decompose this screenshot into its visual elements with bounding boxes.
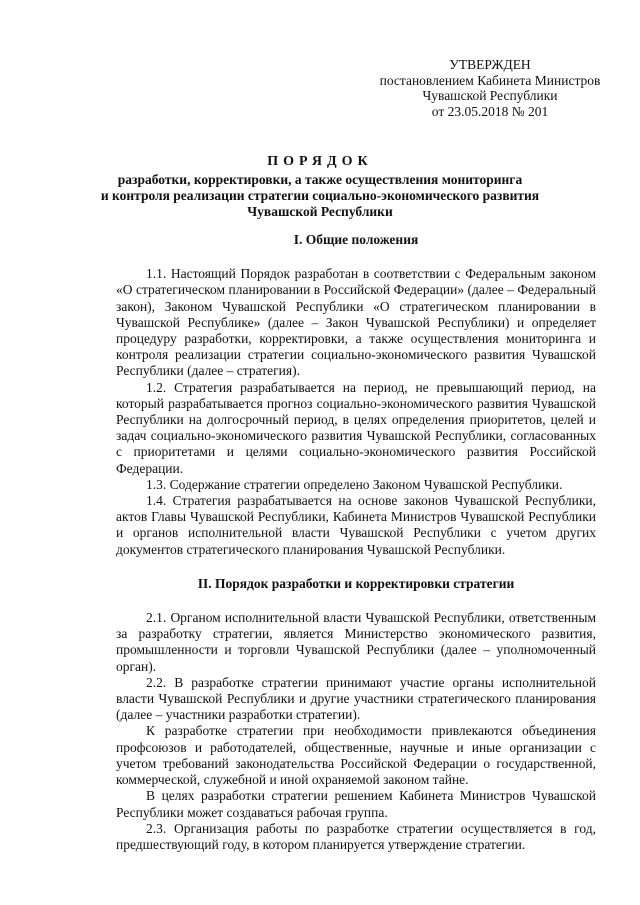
approval-line-3: от 23.05.2018 № 201 [431, 103, 549, 119]
paragraph-2-1: 2.1. Органом исполнительной власти Чувашской Республики, ответственным за разработку стратегии, является Министерство экономического развития, промышленности и торговли Чувашской Республики (далее – уполномоченный орган). [116, 610, 596, 674]
paragraph-1-1: 1.1. Настоящий Порядок разработан в соответствии с Федеральным законом «О стратегическом планировании в Российской Федерации» (далее – Федеральный закон), Законом Чувашской Республики «О стратегическом планировании в Чувашской Республике» (далее – Закон Чувашской Республики) и определяет процедуру разработки, корректировки, а также осуществления мониторинга и контроля реализации стратегии социально-экономического развития Чувашской Республики (далее – стратегия). [116, 266, 596, 379]
approval-stamp [370, 57, 610, 119]
approval-line-1: постановлением Кабинета Министров [379, 72, 601, 88]
approval-heading: УТВЕРЖДЕН [449, 57, 531, 72]
paragraph-1-2: 1.2. Стратегия разрабатывается на период, не превышающий период, на который разрабатывается прогноз социально-экономического развития Чувашской Республики на долгосрочный период, в целях определения приоритетов, целей и задач социально-экономического развития Чувашской Республики, согласованных с приоритетами и целями социально-экономического развития Российской Федерации. [116, 379, 596, 476]
paragraph-1-3: 1.3. Содержание стратегии определено Законом Чувашской Республики. [146, 476, 563, 492]
section-2-title: II. Порядок разработки и корректировки стратегии [197, 575, 515, 591]
paragraph-2-3: 2.3. Организация работы по разработке стратегии осуществляется в год, предшествующий году, в котором планируется утверждение стратегии. [116, 820, 596, 852]
paragraph-2-2: 2.2. В разработке стратегии принимают участие органы исполнительной власти Чувашской Республики и другие участники стратегического планирования (далее – участники разработки стратегии). [116, 674, 596, 723]
approval-line-2: Чувашской Республики [422, 88, 558, 103]
section-1-title: I. Общие положения [293, 232, 419, 247]
paragraph-2-2-a: К разработке стратегии при необходимости привлекаются объединения профсоюзов и работодателей, общественные, научные и иные организации с учетом требований законодательства Российской Федерации о государственной, коммерческой, служебной и иной охраняемой законом тайне. [116, 723, 596, 788]
title-line-2: и контроля реализации стратегии социально-экономического развития [100, 188, 540, 203]
title-main: ПОРЯДОК [267, 154, 373, 169]
paragraph-1-4: 1.4. Стратегия разрабатывается на основе законов Чувашской Республики, актов Главы Чувашской Республики, Кабинета Министров Чувашской Республики и органов исполнительной власти Чувашской Республики с учетом других документов стратегического планирования Чувашской Республики. [116, 493, 596, 557]
document-title [80, 154, 560, 220]
title-line-1: разработки, корректировки, а также осуществления мониторинга [117, 172, 523, 187]
paragraph-2-2-b: В целях разработки стратегии решением Кабинета Министров Чувашской Республики может создаваться рабочая группа. [116, 788, 596, 820]
document-body [116, 232, 596, 853]
title-line-3: Чувашской Республики [247, 204, 393, 219]
